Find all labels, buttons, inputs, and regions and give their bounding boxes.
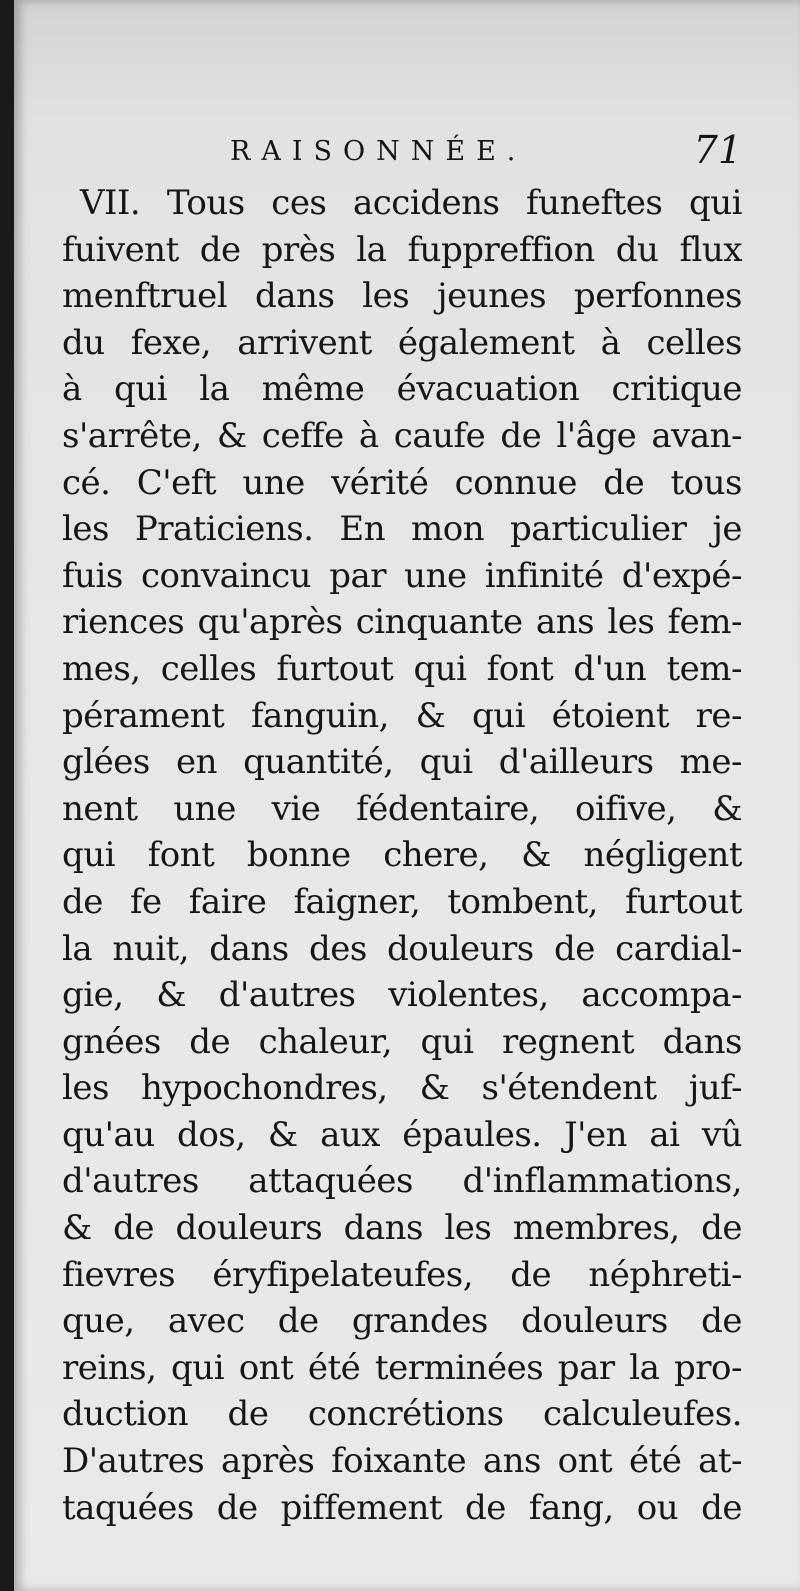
text-line: les hypochondres, & s'étendent juf- bbox=[62, 1068, 742, 1109]
text-line: fuis convaincu par une infinité d'expé- bbox=[62, 555, 742, 596]
text-line: les Praticiens. En mon particulier je bbox=[62, 509, 742, 550]
text-line: que, avec de grandes douleurs de bbox=[62, 1301, 742, 1342]
running-head: RAISONNÉE. bbox=[230, 136, 527, 167]
text-line: VII. Tous ces accidens funeftes qui bbox=[80, 183, 742, 223]
text-line: glées en quantité, qui d'ailleurs me- bbox=[62, 742, 742, 783]
text-line: la nuit, dans des douleurs de cardial- bbox=[62, 928, 742, 969]
text-line: d'autres attaquées d'inflammations, bbox=[62, 1161, 742, 1202]
text-line: du fexe, arrivent également à celles bbox=[62, 322, 742, 363]
text-line: s'arrête, & ceffe à caufe de l'âge avan- bbox=[62, 415, 742, 456]
text-line: pérament fanguin, & qui étoient re- bbox=[62, 695, 742, 736]
text-line: à qui la même évacuation critique bbox=[62, 369, 742, 410]
page-header bbox=[14, 128, 800, 180]
text-line: riences qu'après cinquante ans les fem- bbox=[62, 602, 742, 643]
text-line: taquées de piffement de fang, ou de bbox=[62, 1487, 742, 1528]
text-line: reins, qui ont été terminées par la pro- bbox=[62, 1347, 742, 1388]
text-line: fuivent de près la fuppreffion du flux bbox=[62, 229, 742, 270]
book-page bbox=[14, 0, 800, 1591]
page-number: 71 bbox=[693, 128, 742, 172]
text-line: fievres éryfipelateufes, de néphreti- bbox=[62, 1254, 742, 1295]
text-line: duction de concrétions calculeufes. bbox=[62, 1394, 742, 1435]
text-line: & de douleurs dans les membres, de bbox=[62, 1208, 742, 1249]
body-text bbox=[62, 180, 742, 1531]
text-line: de fe faire faigner, tombent, furtout bbox=[62, 881, 742, 922]
text-line: gnées de chaleur, qui regnent dans bbox=[62, 1021, 742, 1062]
text-line: gie, & d'autres violentes, accompa- bbox=[62, 975, 742, 1016]
text-line: D'autres après foixante ans ont été at- bbox=[62, 1441, 742, 1482]
text-line: qu'au dos, & aux épaules. J'en ai vû bbox=[62, 1114, 742, 1155]
text-line: qui font bonne chere, & négligent bbox=[62, 835, 742, 876]
text-line: cé. C'eft une vérité connue de tous bbox=[62, 462, 742, 503]
text-line: mes, celles furtout qui font d'un tem- bbox=[62, 648, 742, 689]
text-line: menftruel dans les jeunes perfonnes bbox=[62, 276, 742, 317]
text-line: nent une vie fédentaire, oifive, & bbox=[62, 788, 742, 829]
